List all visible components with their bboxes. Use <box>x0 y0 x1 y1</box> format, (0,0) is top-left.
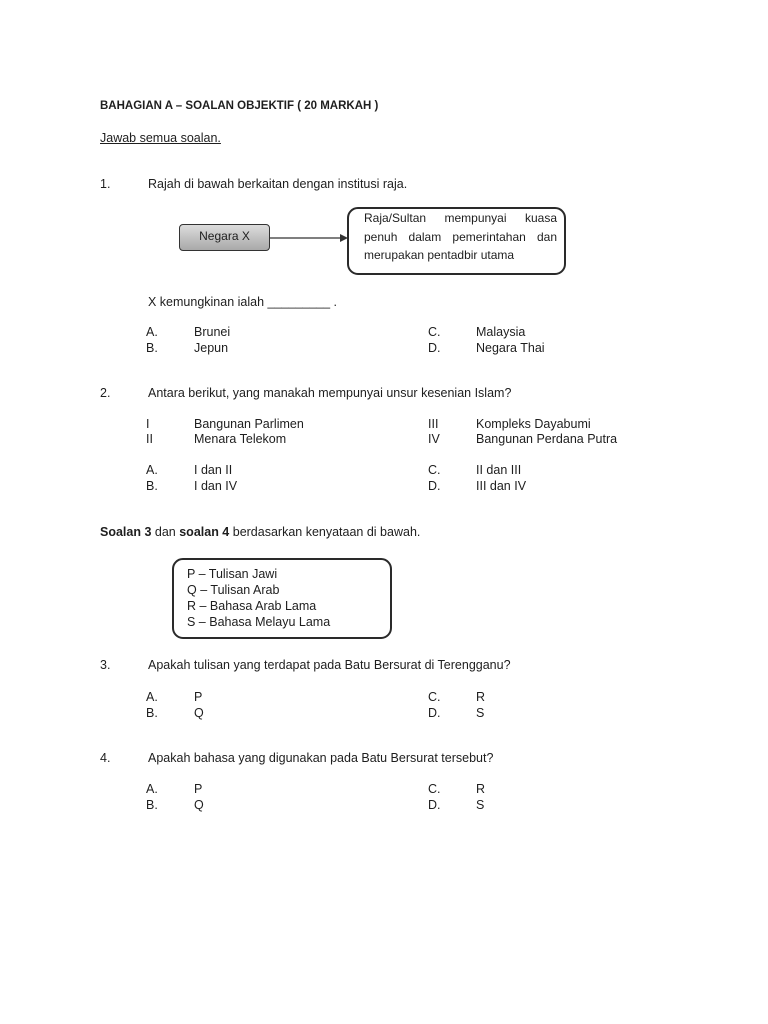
section-title: BAHAGIAN A – SOALAN OBJEKTIF ( 20 MARKAH ) <box>100 100 379 112</box>
option-letter: C. <box>428 690 441 704</box>
diagram-box-label: Negara X <box>199 229 250 243</box>
option-letter: B. <box>146 479 158 493</box>
option-letter: D. <box>428 479 441 493</box>
intro-question-ref: soalan 4 <box>179 525 230 539</box>
key-item: Q – Tulisan Arab <box>187 583 280 597</box>
question-text: Apakah tulisan yang terdapat pada Batu Bersurat di Terengganu? <box>148 658 511 672</box>
intro-remainder: berdasarkan kenyataan di bawah. <box>229 525 421 539</box>
option-letter: A. <box>146 463 158 477</box>
question-text: Antara berikut, yang manakah mempunyai unsur kesenian Islam? <box>148 386 512 400</box>
option-letter: D. <box>428 706 441 720</box>
question-number: 2. <box>100 386 111 400</box>
option-letter: D. <box>428 341 441 355</box>
intro-question-ref: Soalan 3 <box>100 525 152 539</box>
option-letter: C. <box>428 325 441 339</box>
statement-text: Kompleks Dayabumi <box>476 417 591 431</box>
option-text: III dan IV <box>476 479 527 493</box>
statement-text: Menara Telekom <box>194 432 287 446</box>
description-line: Raja/Sultan mempunyai kuasa <box>364 211 557 225</box>
statement-numeral: II <box>146 432 153 446</box>
description-line: merupakan pentadbir utama <box>364 248 515 262</box>
key-box <box>172 558 392 639</box>
statement-numeral: I <box>146 417 150 431</box>
description-line: penuh dalam pemerintahan dan <box>364 230 557 244</box>
option-text: Brunei <box>194 325 231 339</box>
option-text: R <box>476 690 486 704</box>
option-text: R <box>476 782 486 796</box>
statement-numeral: IV <box>428 432 440 446</box>
option-letter: A. <box>146 782 158 796</box>
statement-text: Bangunan Perdana Putra <box>476 432 618 446</box>
option-text: Negara Thai <box>476 341 545 355</box>
option-letter: A. <box>146 690 158 704</box>
option-letter: D. <box>428 798 441 812</box>
question-number: 3. <box>100 658 111 672</box>
option-letter: B. <box>146 798 158 812</box>
option-letter: C. <box>428 463 441 477</box>
option-text: II dan III <box>476 463 522 477</box>
arrow-connector <box>270 231 348 245</box>
key-item: P – Tulisan Jawi <box>187 567 278 581</box>
question-text: Apakah bahasa yang digunakan pada Batu Bersurat tersebut? <box>148 751 494 765</box>
option-letter: B. <box>146 706 158 720</box>
diagram-box-negara-x <box>179 224 270 251</box>
option-letter: B. <box>146 341 158 355</box>
option-text: Malaysia <box>476 325 526 339</box>
option-text: S <box>476 706 485 720</box>
diagram-description-box <box>347 207 566 275</box>
option-text: Q <box>194 798 204 812</box>
option-text: P <box>194 782 203 796</box>
option-text: I dan II <box>194 463 233 477</box>
fill-blank-prompt: X kemungkinan ialah _________ . <box>148 295 338 309</box>
key-item: R – Bahasa Arab Lama <box>187 599 317 613</box>
option-text: Jepun <box>194 341 229 355</box>
question-number: 1. <box>100 177 111 191</box>
statement-numeral: III <box>428 417 439 431</box>
option-text: P <box>194 690 203 704</box>
option-text: I dan IV <box>194 479 238 493</box>
intro-connector: dan <box>151 525 180 539</box>
option-text: S <box>476 798 485 812</box>
instruction-text: Jawab semua soalan. <box>100 131 221 145</box>
key-item: S – Bahasa Melayu Lama <box>187 615 331 629</box>
shared-intro-text <box>100 524 420 540</box>
question-number: 4. <box>100 751 111 765</box>
question-text: Rajah di bawah berkaitan dengan institusi raja. <box>148 177 408 191</box>
option-text: Q <box>194 706 204 720</box>
option-letter: C. <box>428 782 441 796</box>
option-letter: A. <box>146 325 158 339</box>
statement-text: Bangunan Parlimen <box>194 417 304 431</box>
